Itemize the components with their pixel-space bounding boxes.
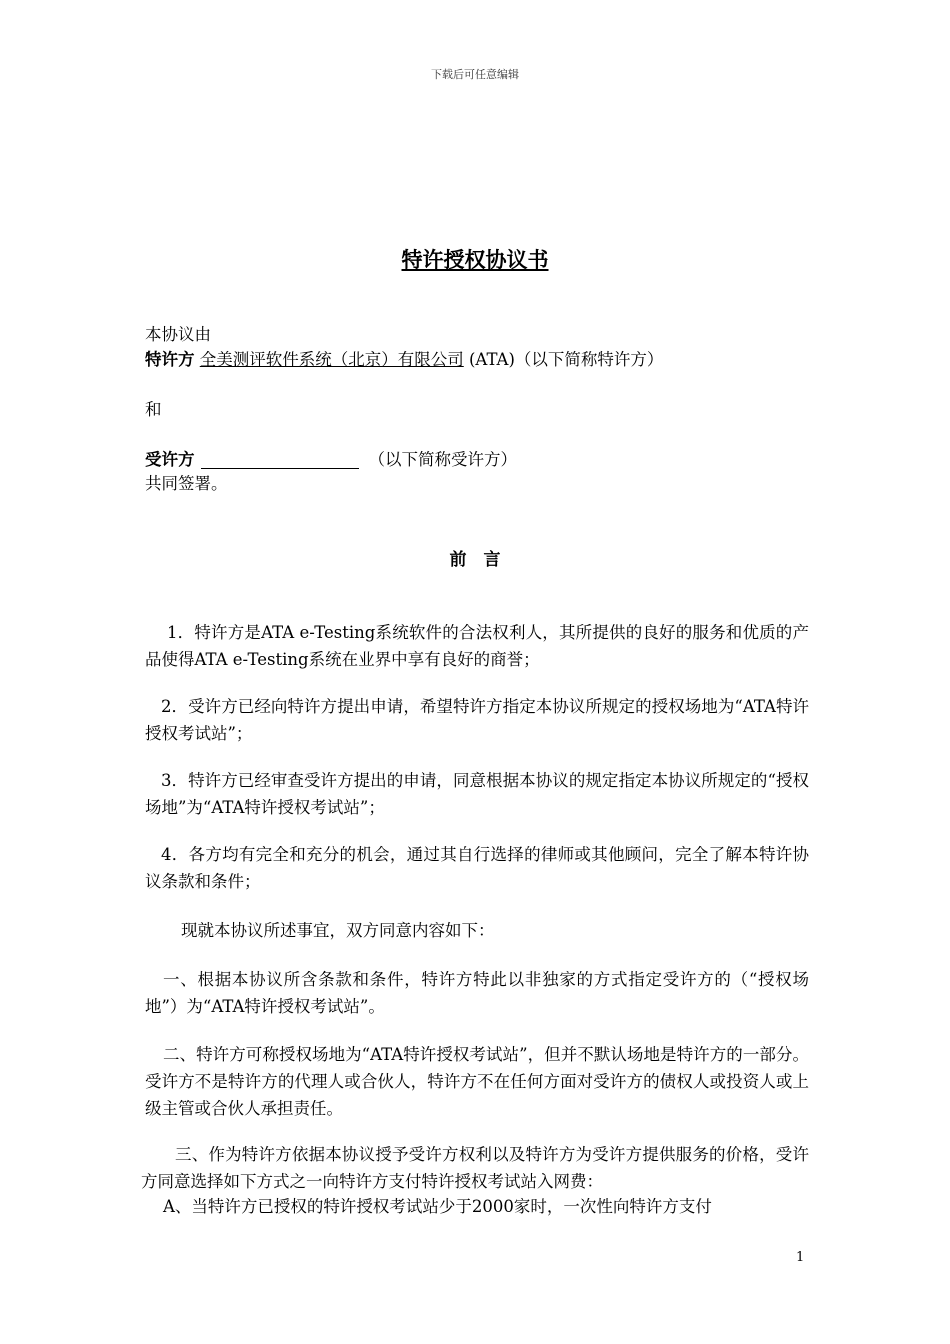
licensee-name-blank[interactable] [201,450,359,469]
document-title: 特许授权协议书 [401,247,549,272]
preface-item-1: 1．特许方是ATA e-Testing系统软件的合法权利人，其所提供的良好的服务和优质的产品使得ATA e-Testing系统在业界中享有良好的商誉； [145,623,809,669]
clause-1: 一、根据本协议所含条款和条件，特许方特此以非独家的方式指定受许方的（“授权场地”）为“ATA特许授权考试站”。 [145,970,809,1016]
page-number: 1 [796,1250,805,1265]
preface-item-3: 3．特许方已经审查受许方提出的申请，同意根据本协议的规定指定本协议所规定的“授权场地”为“ATA特许授权考试站”； [145,771,809,817]
preface-heading: 前 言 [449,550,501,570]
licensee-label: 受许方 [145,450,195,469]
licensee-line [145,446,517,470]
clause-2: 二、特许方可称授权场地为“ATA特许授权考试站”，但并不默认场地是特许方的一部分。受许方不是特许方的代理人或合伙人，特许方不在任何方面对受许方的债权人或投资人或上级主管或合伙人承担责任。 [145,1045,809,1118]
franchisor-label: 特许方 [145,350,195,369]
signed-line: 共同签署。 [145,474,228,493]
licensee-suffix: （以下简称受许方） [368,450,517,469]
intro-line: 本协议由 [145,325,211,344]
agreement-intro: 现就本协议所述事宜，双方同意内容如下： [181,921,495,940]
franchisor-name: 全美测评软件系统（北京）有限公司 [199,350,464,369]
franchisor-line [145,346,663,370]
clause-3: 三、作为特许方依据本协议授予受许方权利以及特许方为受许方提供服务的价格，受许方同意选择如下方式之一向特许方支付特许授权考试站入网费： [141,1145,809,1191]
and-line: 和 [145,400,162,419]
franchisor-abbr: (ATA)（以下简称特许方） [469,350,664,369]
preface-item-4: 4．各方均有完全和充分的机会，通过其自行选择的律师或其他顾问，完全了解本特许协议条款和条件； [145,845,809,891]
preface-item-2: 2．受许方已经向特许方提出申请，希望特许方指定本协议所规定的授权场地为“ATA特许授权考试站”； [145,697,809,743]
clause-3-option-a: A、当特许方已授权的特许授权考试站少于2000家时，一次性向特许方支付 [163,1197,712,1216]
header-note: 下载后可任意编辑 [431,68,519,81]
